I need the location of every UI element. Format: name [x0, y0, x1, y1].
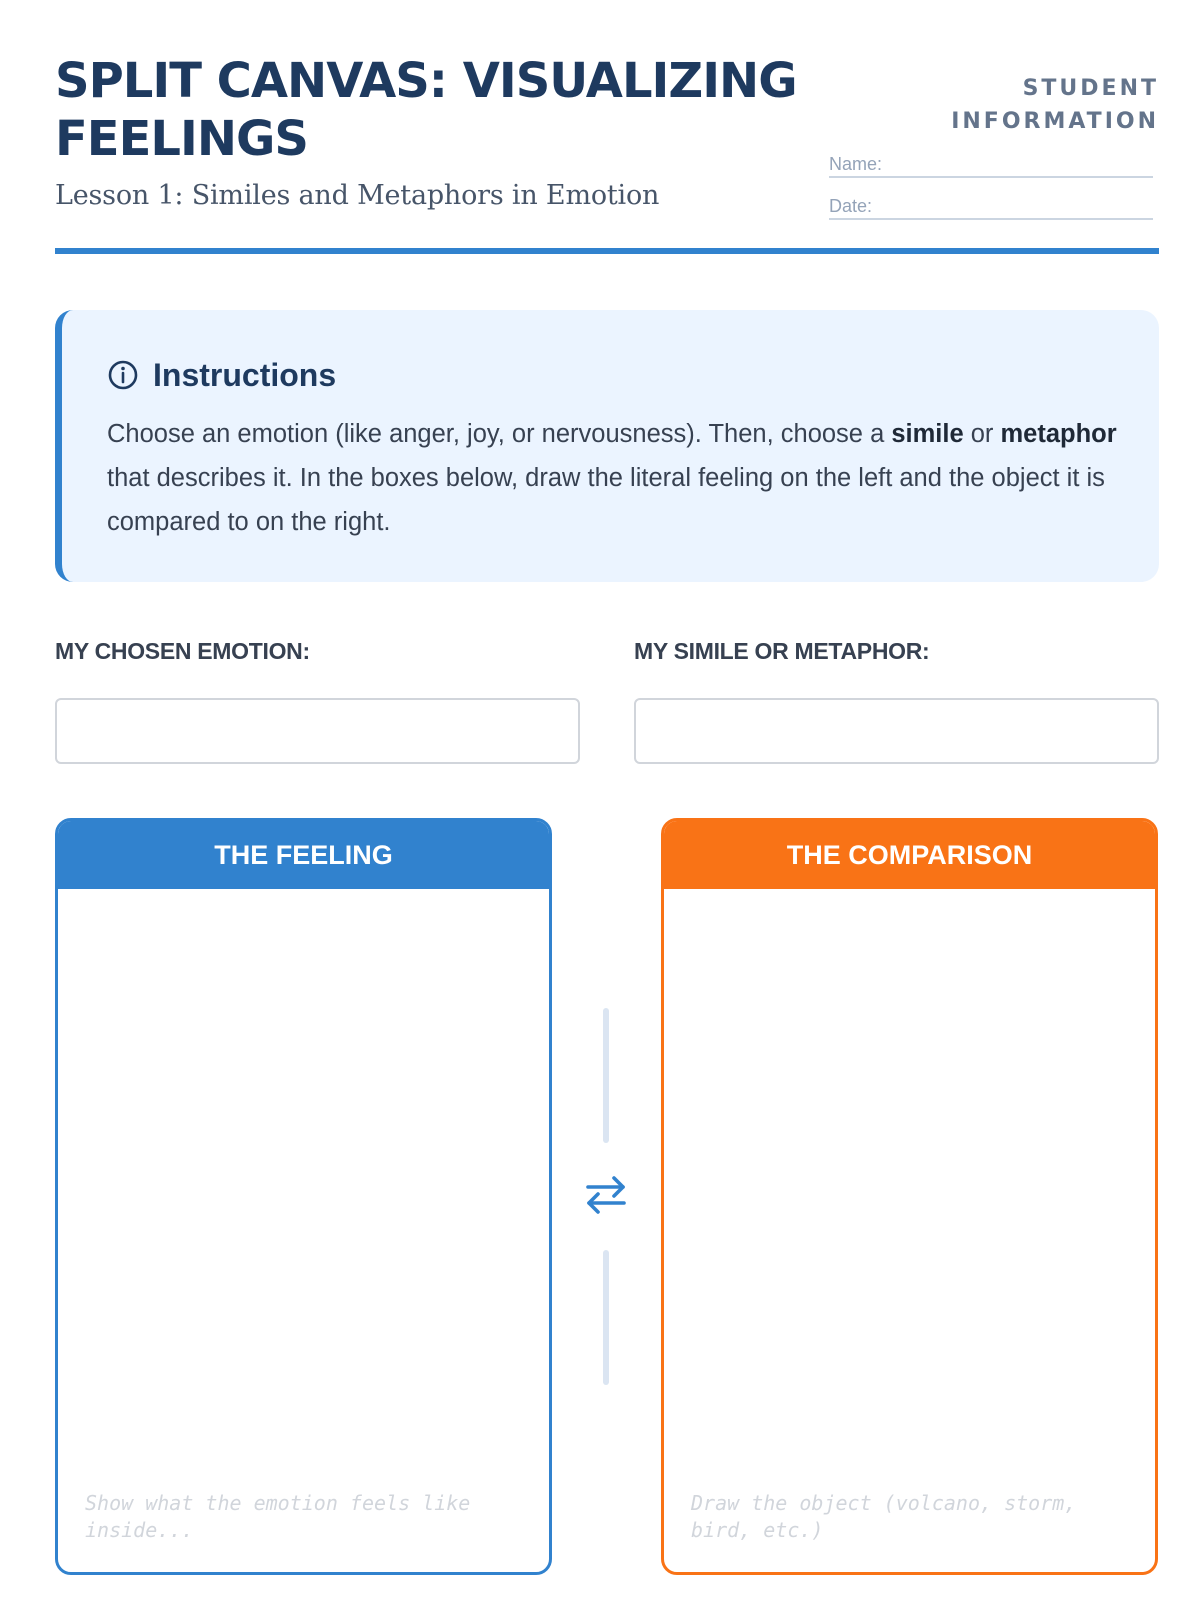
feeling-panel-hint: Show what the emotion feels like inside... [85, 1491, 471, 1542]
info-circle-icon [107, 359, 139, 391]
name-field[interactable] [829, 154, 1153, 178]
student-info-title: STUDENT INFORMATION [951, 76, 1159, 134]
worksheet-header [55, 52, 1159, 252]
instructions-text-part: Choose an emotion (like anger, joy, or nervousness). Then, choose a [107, 420, 892, 448]
header-divider [55, 248, 1159, 254]
emotion-input[interactable] [55, 698, 580, 764]
instructions-bold-simile: simile [891, 420, 964, 448]
instructions-heading [107, 355, 336, 395]
feeling-drawing-panel[interactable] [55, 818, 552, 1575]
instructions-text-part: or [963, 420, 1001, 448]
feeling-panel-title: THE FEELING [58, 821, 549, 889]
instructions-text [107, 412, 1117, 544]
divider-line-bottom [603, 1250, 609, 1385]
page-title: SPLIT CANVAS: VISUALIZING FEELINGS [55, 53, 797, 167]
lesson-subtitle: Lesson 1: Similes and Metaphors in Emotion [55, 180, 660, 211]
divider-line-top [603, 1008, 609, 1143]
simile-metaphor-label: MY SIMILE OR METAPHOR: [634, 638, 930, 664]
instructions-title: Instructions [153, 356, 337, 393]
comparison-panel-title: THE COMPARISON [664, 821, 1155, 889]
emotion-label: MY CHOSEN EMOTION: [55, 638, 310, 664]
instructions-text-part: that describes it. In the boxes below, draw the literal feeling on the left and the object it is compared to on the right. [107, 464, 1105, 536]
date-field[interactable] [829, 196, 1153, 220]
student-information [829, 72, 1159, 216]
swap-arrows-icon [583, 1171, 629, 1219]
comparison-panel-hint: Draw the object (volcano, storm, bird, etc.) [691, 1491, 1077, 1542]
comparison-drawing-panel[interactable] [661, 818, 1158, 1575]
simile-metaphor-input[interactable] [634, 698, 1159, 764]
name-label: Name: [829, 154, 883, 174]
instructions-box [55, 310, 1159, 582]
instructions-bold-metaphor: metaphor [1000, 420, 1117, 448]
date-label: Date: [829, 196, 873, 216]
